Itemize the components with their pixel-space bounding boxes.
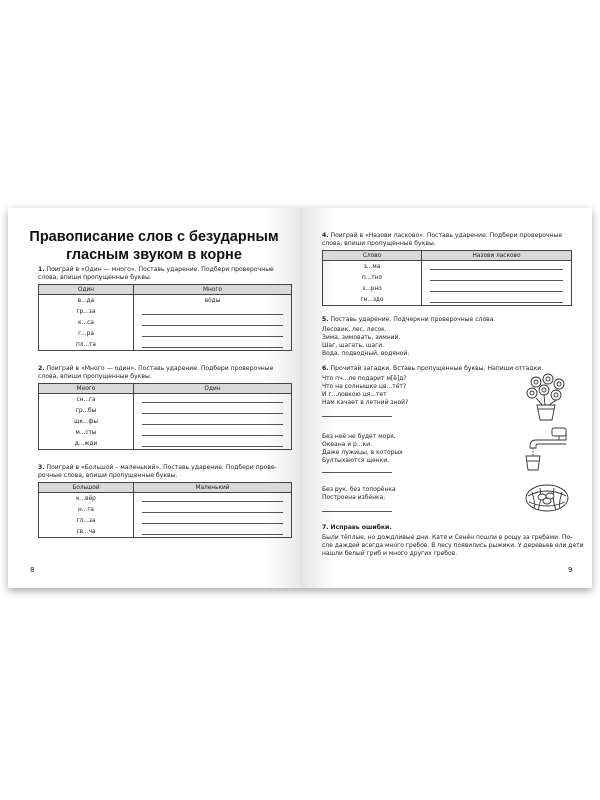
task-4-table: Слово Назови ласково з...ма п...тно з...рно гн...здо: [322, 250, 572, 306]
riddle-2-line: Бултыхаются щенки.: [322, 457, 390, 464]
riddle-2-answer-line[interactable]: [322, 472, 392, 473]
answer-cell[interactable]: [422, 283, 572, 294]
word-cell: д...жди: [39, 438, 134, 450]
task-6-instructions: 6. Прочитай загадки. Вставь пропущенные буквы. Напиши отгадки.: [322, 365, 544, 372]
answer-cell[interactable]: [134, 526, 292, 538]
task-3-instructions: 3. Поиграй в «Большой – маленький». Поставь ударение. Подбери прове- рочные слова, впиши пропущенные буквы.: [38, 464, 277, 479]
word-cell: гр...за: [39, 306, 134, 317]
word-cell: з...рно: [323, 283, 422, 294]
bird-nest-icon: [522, 478, 572, 516]
task-7-text-line[interactable]: Были тёплые, но дождливые дни. Катя и Сенён пошли в рощу за гребами. По-: [322, 534, 573, 541]
answer-cell[interactable]: [134, 427, 292, 438]
task-5-instructions: 5. Поставь ударение. Подчеркни проверочные слова.: [322, 316, 496, 323]
task-5-line[interactable]: Лесовик, лес, лесок.: [322, 326, 387, 333]
riddle-3-answer-line[interactable]: [322, 511, 392, 512]
task-7-instructions: 7. Исправь ошибки.: [322, 524, 392, 531]
word-cell: шк...фы: [39, 416, 134, 427]
riddle-1-line: Что пч...ле подарит м[ё]д?: [322, 375, 407, 382]
riddle-3-line: Построена избёнка.: [322, 494, 386, 501]
riddle-2-line: Даже лужицы, в которых: [322, 449, 403, 456]
word-cell: м...сты: [39, 427, 134, 438]
open-workbook: [8, 208, 592, 588]
left-page: [8, 208, 300, 588]
task-2-table: Много Один сн...га гр...бы шк...фы м...сты д...жди: [38, 383, 292, 450]
answer-cell[interactable]: [134, 504, 292, 515]
answer-cell[interactable]: [134, 416, 292, 427]
riddle-1-line: Что на солнышке цв...тёт?: [322, 383, 407, 390]
word-cell: г...ра: [39, 328, 134, 339]
page-number: 9: [568, 566, 573, 574]
answer-cell[interactable]: [134, 328, 292, 339]
task-5-line[interactable]: Шаг, шагать, шаги.: [322, 342, 385, 349]
task-1-instructions: 1. Поиграй в «Один — много». Поставь ударение. Подбери проверочные слова, впиши пропущенные буквы.: [38, 266, 274, 281]
answer-cell[interactable]: [134, 394, 292, 406]
word-cell: н...га: [39, 504, 134, 515]
riddle-1-line: И г...ловкою ця...тет: [322, 391, 387, 398]
word-cell: в...да: [39, 295, 134, 307]
answer-cell[interactable]: [134, 306, 292, 317]
riddle-2-line: Без неё не будет моря,: [322, 433, 396, 440]
riddle-1-line: Нам качает в летний зной?: [322, 399, 409, 406]
task-4-instructions: 4. Поиграй в «Назови ласково». Поставь ударение. Подбери проверочные слова, впиши пропущенные буквы.: [322, 232, 563, 247]
word-cell: п...тно: [323, 272, 422, 283]
word-cell: к...са: [39, 317, 134, 328]
right-page: [300, 208, 592, 588]
word-cell: пл...та: [39, 339, 134, 351]
answer-cell[interactable]: [134, 317, 292, 328]
word-cell: к...вёр: [39, 493, 134, 505]
answer-cell[interactable]: вóды: [134, 295, 292, 307]
word-cell: з...ма: [323, 261, 422, 273]
word-cell: св...ча: [39, 526, 134, 538]
water-tap-icon: [522, 426, 570, 472]
task-1-table: Один Много в...да вóды гр...за к...са г...ра пл...та: [38, 284, 292, 351]
word-cell: гл...за: [39, 515, 134, 526]
task-3-table: Большой Маленький к...вёр н...га гл...за св...ча: [38, 482, 292, 538]
riddle-3-line: Без рук, без топорёнка: [322, 486, 396, 493]
answer-cell[interactable]: [422, 272, 572, 283]
task-7-text-line[interactable]: сле даждей всегда много гребов. В лесу появились рыжики. У деревьев ели дети: [322, 542, 584, 549]
answer-cell[interactable]: [134, 515, 292, 526]
answer-cell[interactable]: [134, 405, 292, 416]
task-7-text-line[interactable]: нашли белый гриб и много других гребов.: [322, 550, 458, 557]
word-cell: сн...га: [39, 394, 134, 406]
answer-cell[interactable]: [134, 493, 292, 505]
word-cell: гр...бы: [39, 405, 134, 416]
page-number: 8: [30, 566, 35, 574]
flower-pot-icon: [522, 372, 570, 422]
answer-cell[interactable]: [422, 294, 572, 306]
page-title: Правописание слов с безударным гласным звуком в корне: [29, 229, 279, 263]
answer-cell[interactable]: [422, 261, 572, 273]
word-cell: гн...здо: [323, 294, 422, 306]
riddle-2-line: Океана и р...ки.: [322, 441, 372, 448]
answer-cell[interactable]: [134, 438, 292, 450]
task-5-line[interactable]: Зима, зимовать, зимний.: [322, 334, 401, 341]
task-5-line[interactable]: Вода, подводный, водяной.: [322, 350, 410, 357]
task-2-instructions: 2. Поиграй в «Много — один». Поставь ударение. Подбери проверочные слова, впиши пропущенные буквы.: [38, 365, 274, 380]
answer-cell[interactable]: [134, 339, 292, 351]
riddle-1-answer-line[interactable]: [322, 416, 392, 417]
